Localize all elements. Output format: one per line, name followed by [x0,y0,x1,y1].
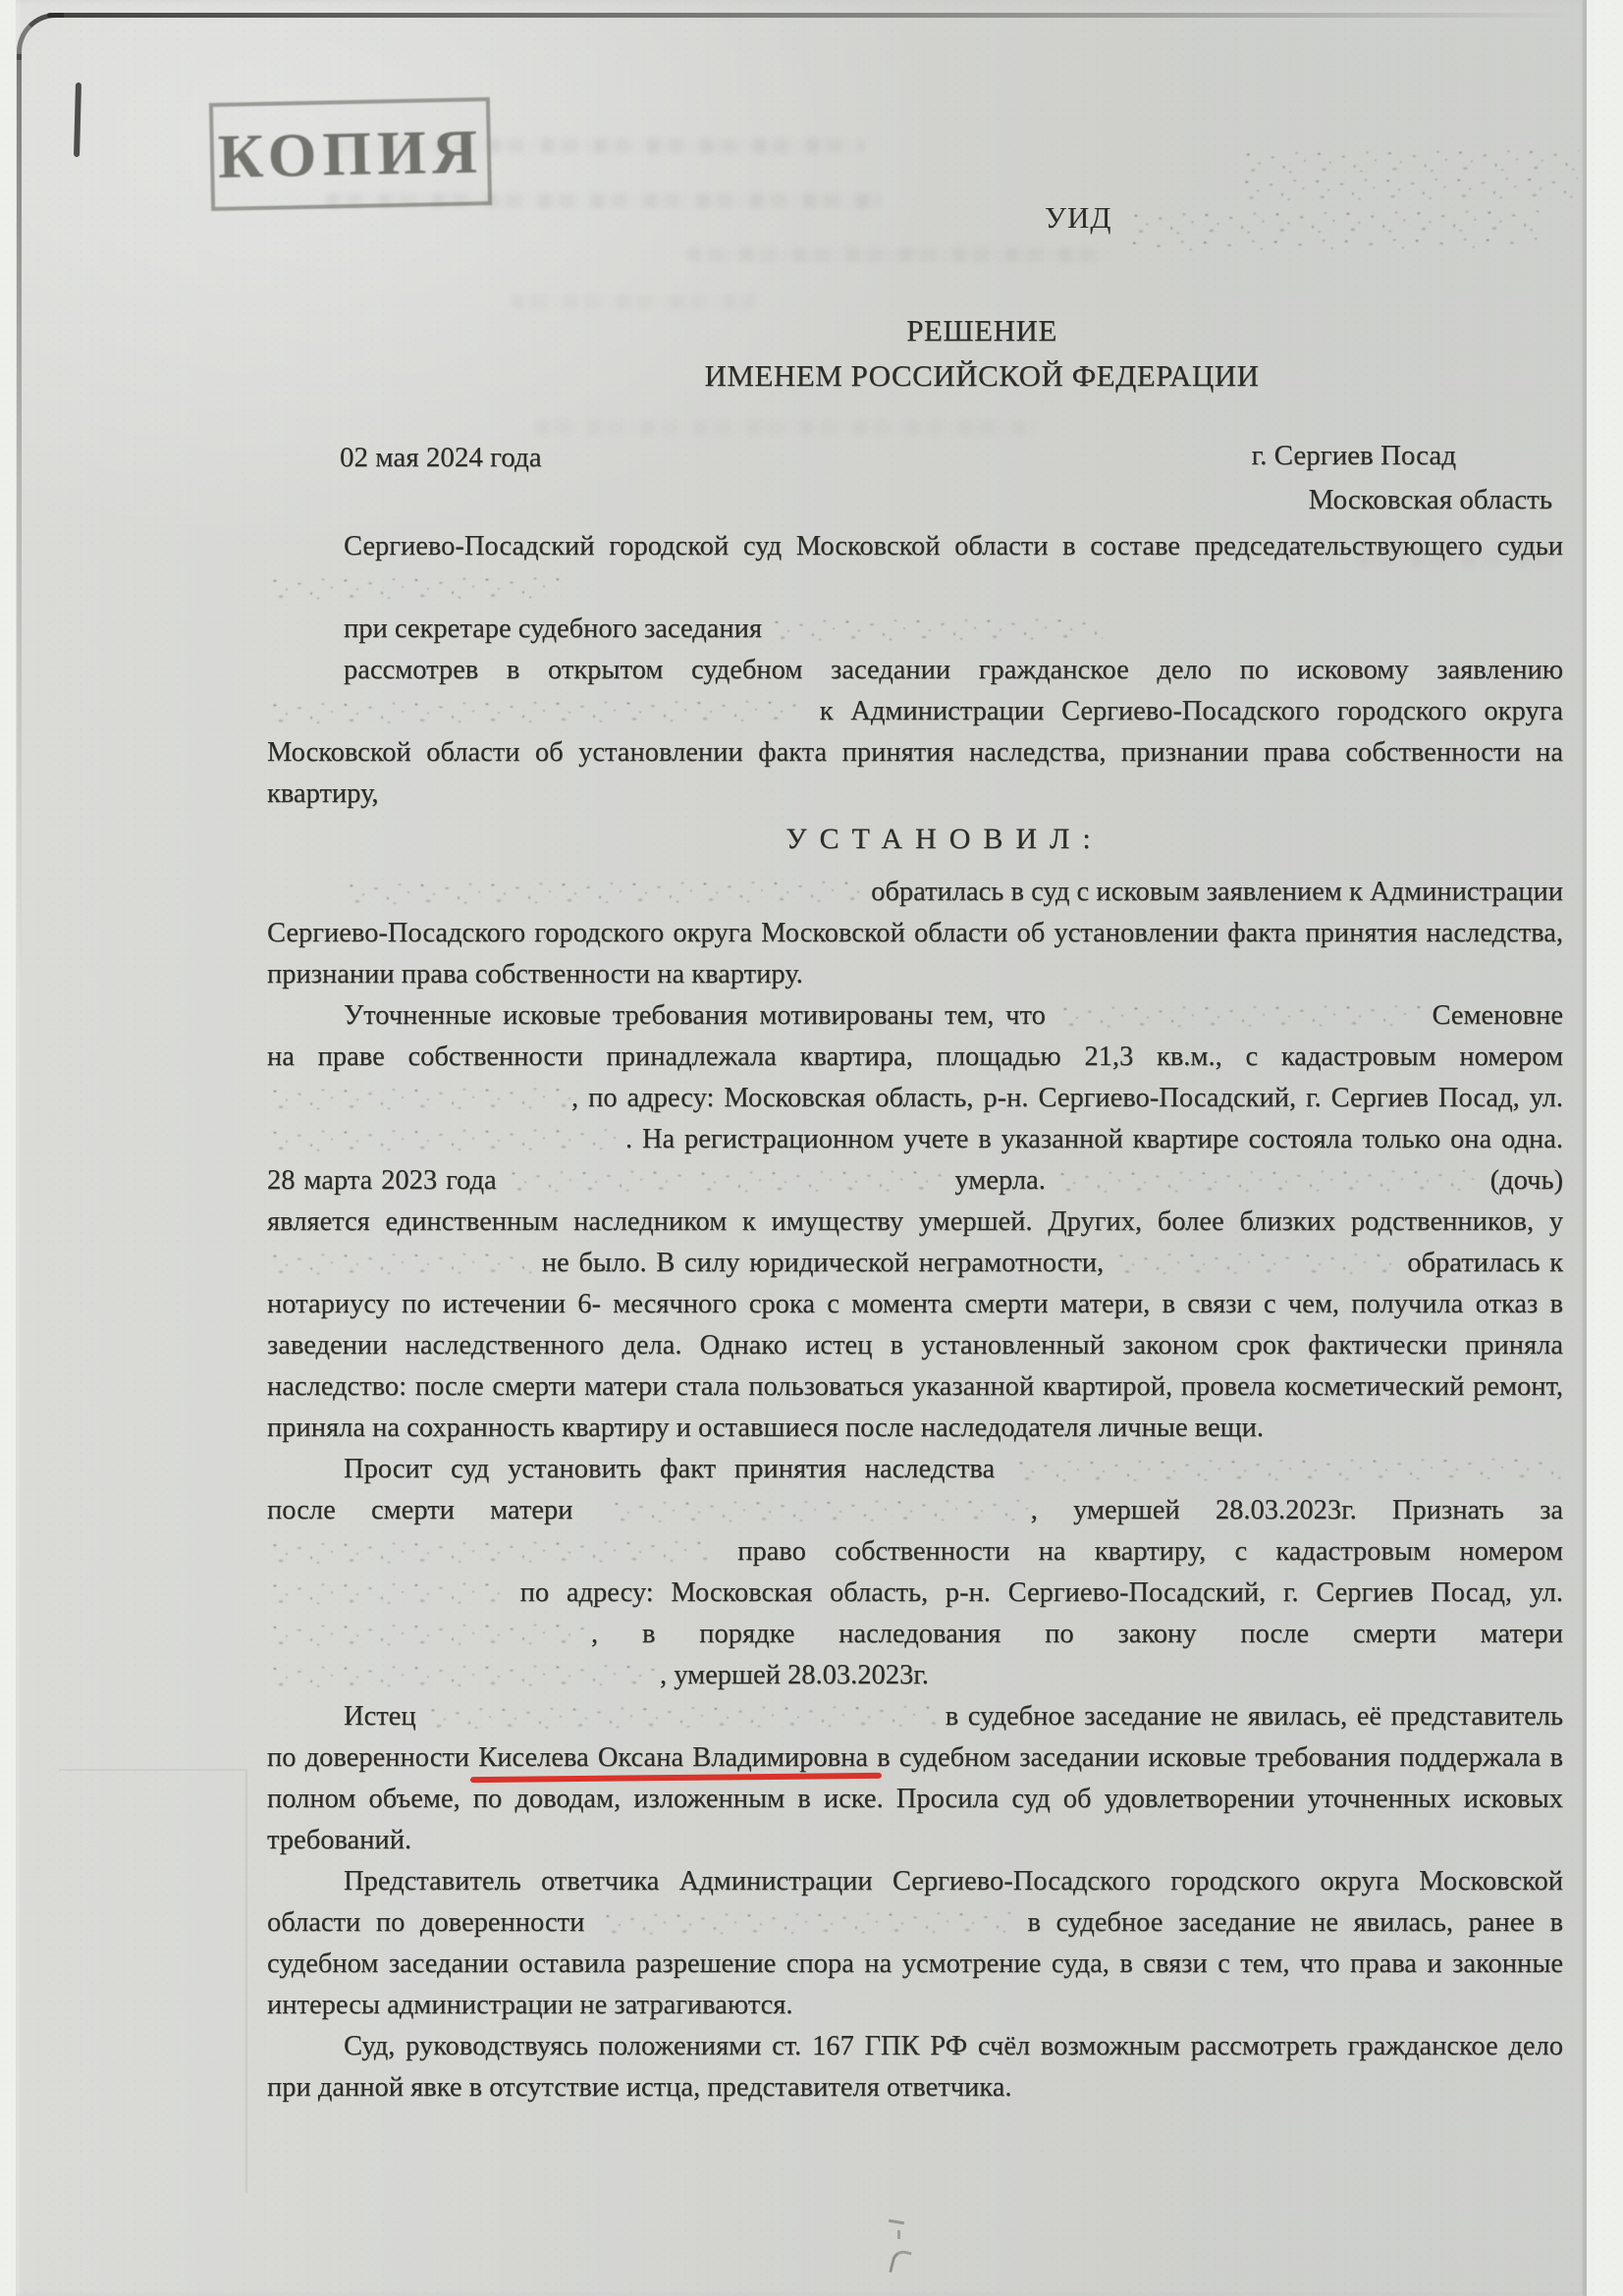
place-city: г. Сергиев Посад [1251,440,1456,471]
redaction-blob [609,1496,1031,1524]
redaction-blob [267,1620,591,1648]
redaction-blob [1300,1250,1398,1277]
paragraph [267,1861,1563,2026]
bleed-through-ghost [687,247,1109,262]
text-run: умерла. [946,1165,1055,1196]
text-run: , в порядке наследования по закону после смерти матери [591,1619,1563,1649]
redaction-blob [267,1578,503,1606]
text-run: право собственности на квартиру, с кадастровым номером [709,1536,1563,1567]
redaction-blob [267,573,562,602]
text-run: Истец [344,1701,426,1732]
text-run: не было. В силу юридической неграмотности, [532,1248,1113,1278]
copy-stamp [209,97,492,211]
text-run: к Администрации Сергиево-Посадского городского округа Московской области об установлении факта принятия наследства, признании права собственности на квартиру, [267,696,1563,809]
bleed-through-ghost [535,420,1036,435]
paragraph [267,1449,1563,1696]
document-title [619,308,1345,399]
title-line-imenem: ИМЕНЕМ РОССИЙСКОЙ ФЕДЕРАЦИИ [704,358,1260,393]
pen-mark [897,2230,900,2239]
text-run: обратилась к нотариусу по истечении 6- месячного срока с момента смерти матери, в связи с чем, получила отказ в заведении наследственного дела. Однако истец в установленный законом срок фактически приняла наследство: после смерти матери стала пользоваться указанной квартирой, провела косметический ремонт, приняла на сохранность квартиру и оставшиеся после наследодателя личные вещи. [267,1248,1563,1443]
redaction-blob [267,1661,660,1689]
copy-stamp-label: КОПИЯ [217,116,484,191]
text-run: в судебном заседании исковые требования поддержала в полном объеме, по доводам, изложенным в иске. Просила суд об удовлетворении уточненных исковых требований. [267,1742,1563,1855]
scan-right-edge [1583,0,1587,2296]
redaction-blob [505,1167,686,1195]
underlined-representative-name: Киселева Оксана Владимировна [478,1742,869,1773]
text-run: , умершей 28.03.2023г. [660,1660,929,1690]
paragraph [267,2026,1563,2109]
text-run: , умершей 28.03.2023г. Признать за [1030,1495,1564,1525]
text-run: по адресу: Московская область, р-н. Сергиево-Посадский, г. Сергиев Посад, ул. [503,1577,1563,1608]
redaction-blob [267,1125,625,1153]
paragraph [267,1696,1563,1861]
text-run: Сергиево-Посадский городской суд Московской области в составе председательствующего судьи [344,531,1563,561]
redaction-blob [1013,1455,1563,1484]
uid-label: УИД [1045,200,1112,235]
paragraph [267,872,1563,995]
redaction-blob [1057,1001,1421,1030]
paragraph [267,609,1563,650]
text-run: Просит суд установить факт принятия наследства [344,1454,1013,1484]
text-run: в судебное заседание не явилась, ранее в судебном заседании оставила разрешение спора на усмотрение суда, в связи с тем, что права и законные интересы администрации не затрагиваются. [267,1907,1563,2020]
text-run: Уточненные исковые требования мотивированы тем, что [344,1000,1057,1031]
scan-top-edge [47,13,1571,18]
text-run: Суд, руководствуясь положениями ст. 167 ГПК РФ счёл возможным рассмотреть гражданское дело при данной явке в отсутствие истца, представителя ответчика. [267,2031,1563,2103]
redaction-blob [695,1166,946,1194]
decision-date: 02 мая 2024 года [340,442,542,473]
text-run: Семеновне на праве собственности принадлежала квартира, площадью 21,3 кв.м., с кадастровым номером [267,1000,1563,1072]
redaction-blob [769,614,1103,643]
text-run: в судебное заседание не явилась, её представитель по доверенности [267,1701,1563,1773]
redaction-blob [600,1908,1012,1937]
section-heading: УСТАНОВИЛ: [785,823,1104,855]
redaction-blob [344,878,864,907]
text-run: рассмотрев в открытом судебном заседании гражданское дело по исковому заявлению [344,655,1563,685]
redaction-blob [267,1537,709,1566]
redaction-blob [267,1084,571,1112]
text-run: . На регистрационном учете в указанной квартире состояла только она одна. 28 марта 2023 года [267,1124,1563,1196]
paragraph [267,650,1563,815]
text-run: при секретаре судебного заседания [344,614,770,644]
text-run [1290,1248,1300,1278]
redaction-blob [267,697,802,726]
redaction-blob [1113,1250,1290,1277]
scan-left-edge [17,54,22,996]
uid-redaction-smudge [1237,145,1580,205]
text-run: после смерти матери [267,1495,609,1525]
text-run: , по адресу: Московская область, р-н. Сергиево-Посадский, г. Сергиев Посад, ул. [571,1083,1563,1113]
paper-crease [59,1769,247,2193]
paragraph [267,995,1563,1449]
redaction-blob [267,1249,532,1276]
text-run: (дочь) является единственным наследником к имуществу умершей. Других, более близких родственников, у [267,1165,1564,1237]
decision-place [1252,434,1552,522]
uid-redaction-smudge [1126,206,1542,251]
redaction-blob [1055,1166,1482,1195]
paragraph [267,526,1563,609]
redaction-blob [425,1702,936,1732]
document-body [267,526,1563,2109]
bleed-through-ghost [511,294,756,309]
title-line-reshenie: РЕШЕНИЕ [906,313,1057,347]
text-run: обратилась в суд с исковым заявлением к Администрации Сергиево-Посадского городского округа Московской области об установлении факта принятия наследства, признании права собственности на квартиру. [267,877,1563,989]
place-region: Московская область [1308,484,1552,515]
text-run: Представитель ответчика Администрации Сергиево-Посадского городского округа Московской области по доверенности [267,1866,1563,1938]
